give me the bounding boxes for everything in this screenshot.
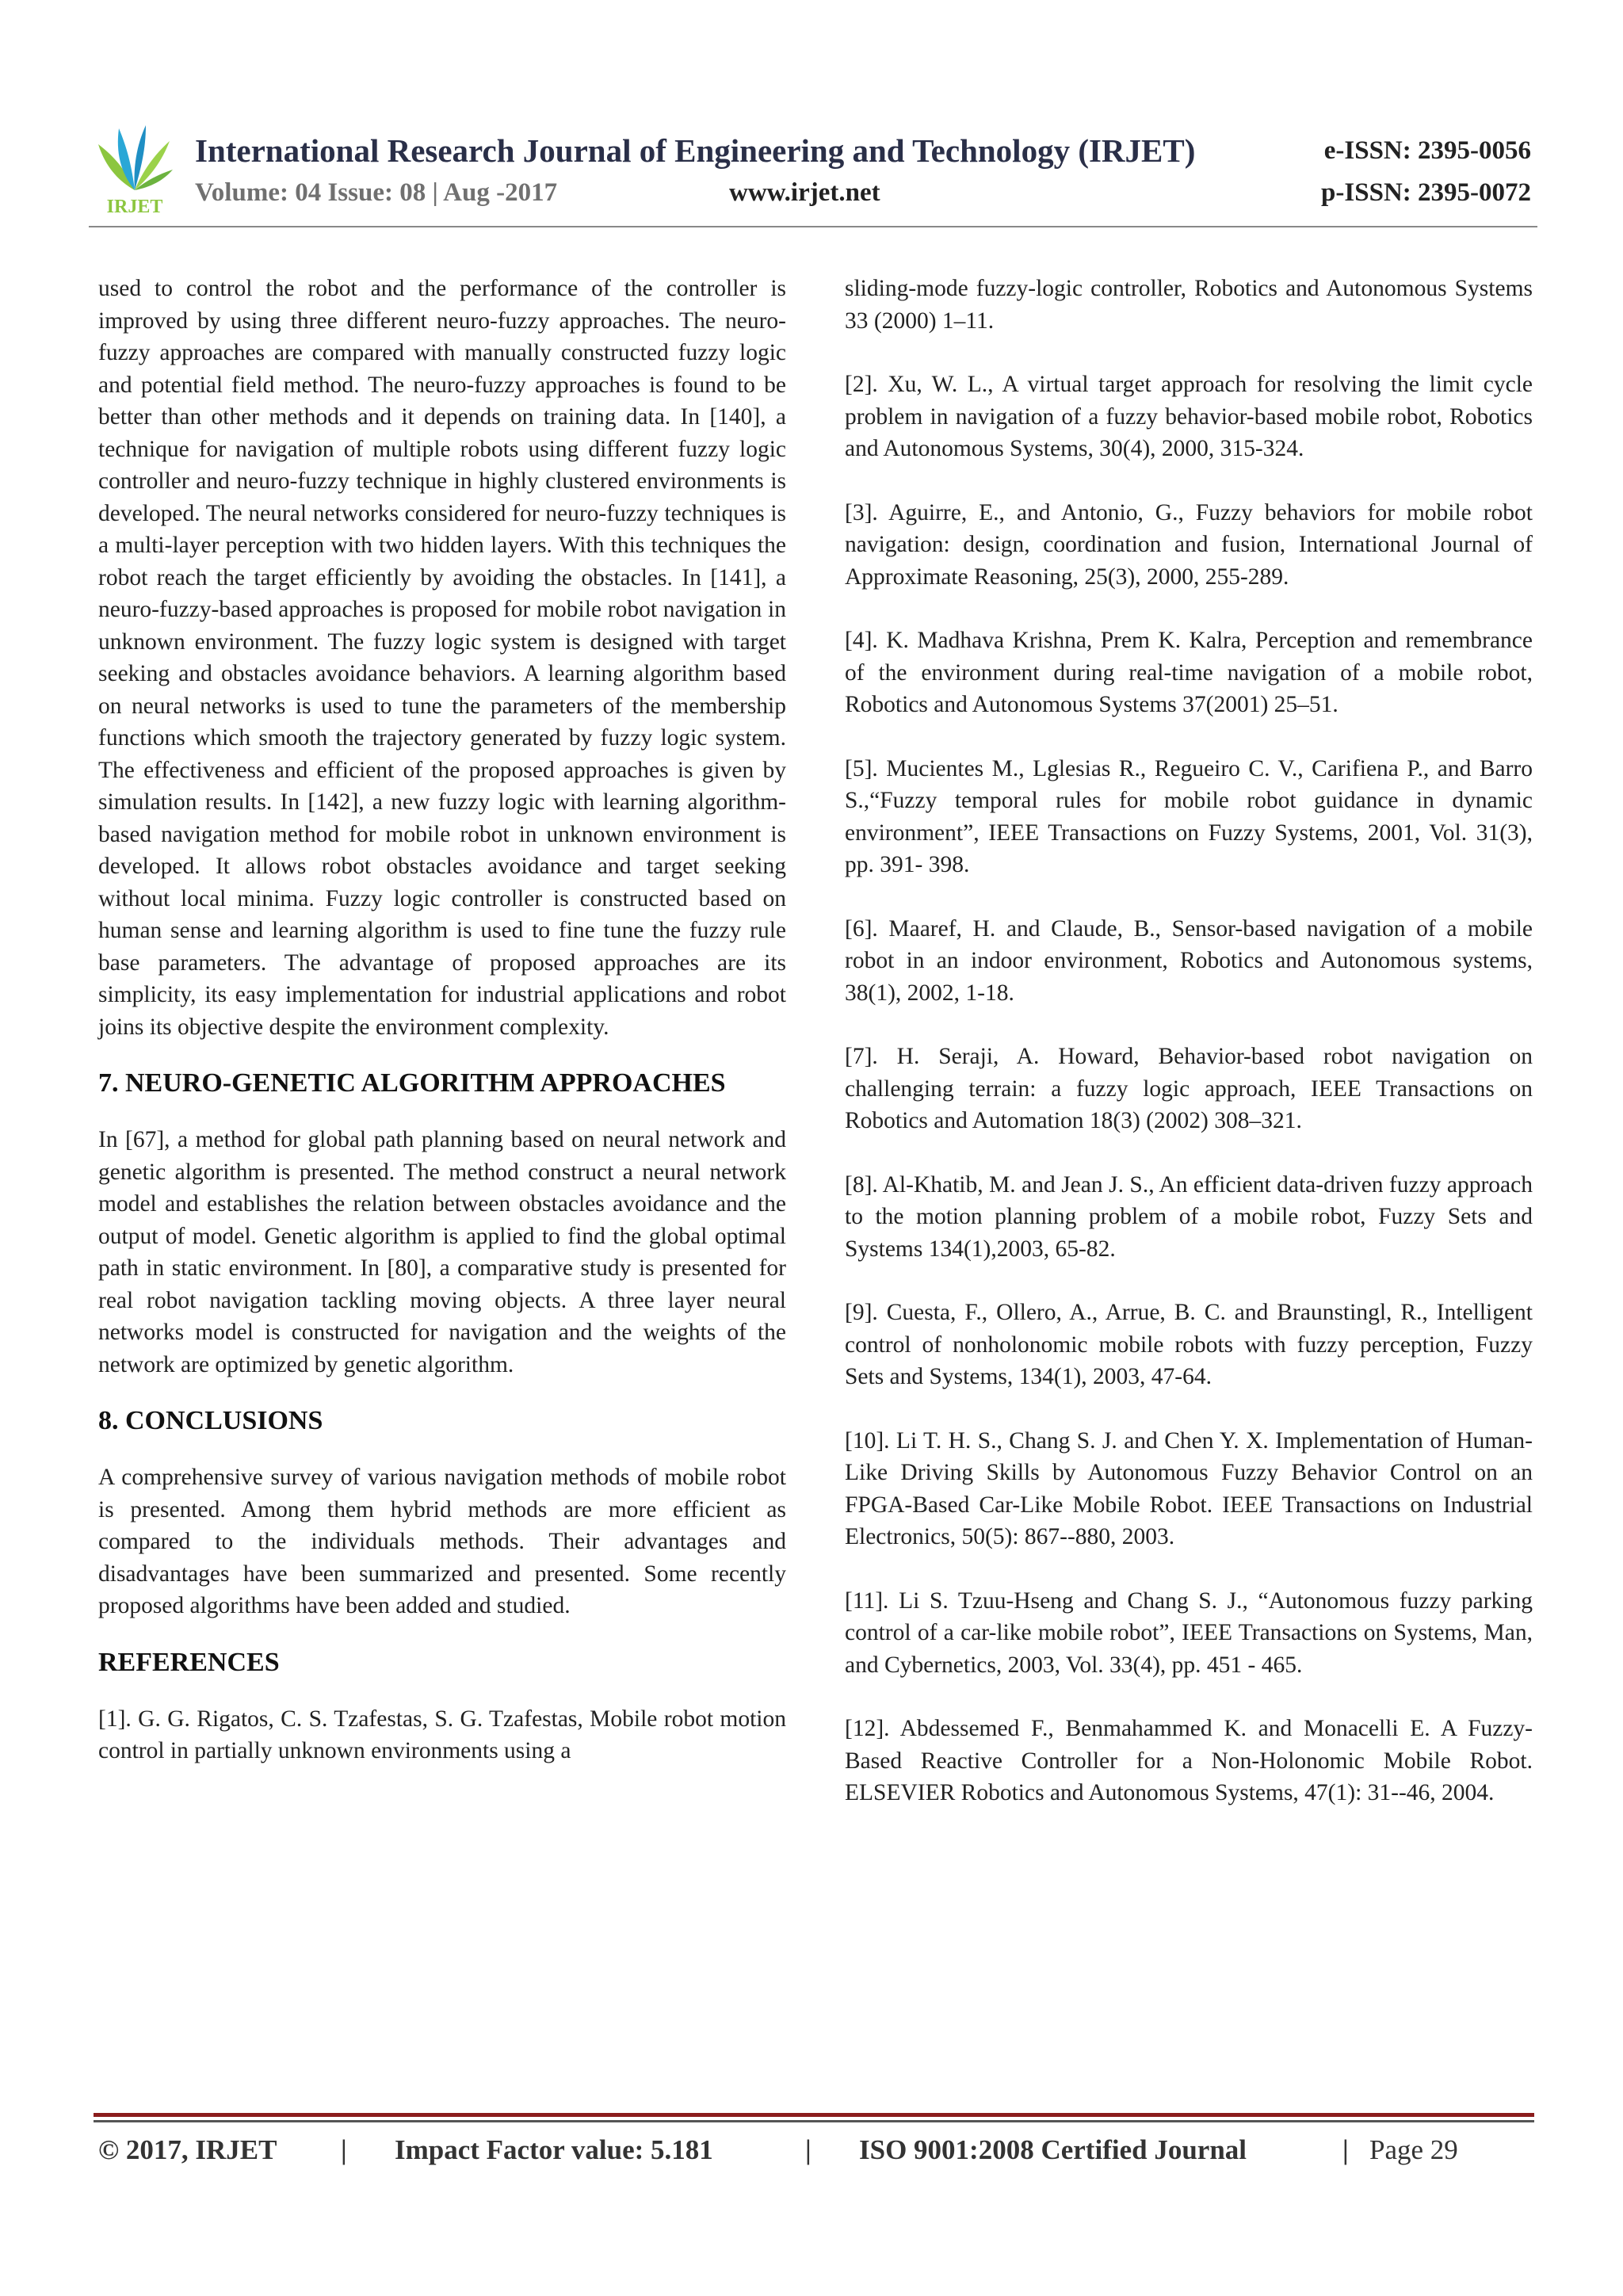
journal-title: International Research Journal of Engineering and Technology (IRJET) (195, 132, 1196, 169)
volume-issue: Volume: 04 Issue: 08 | Aug -2017 (195, 178, 558, 207)
reference-4: [4]. K. Madhava Krishna, Prem K. Kalra, Perception and remembrance of the environment during real-time navigation of a mobile robot, Robotics and Autonomous Systems 37(2001) 25–51. (845, 628, 1533, 717)
page-footer (98, 2134, 1541, 2174)
section7-heading: 7. NEURO-GENETIC ALGORITHM APPROACHES (98, 1068, 726, 1098)
p-issn: p-ISSN: 2395-0072 (1321, 178, 1531, 207)
reference-10: [10]. Li T. H. S., Chang S. J. and Chen Y. X. Implementation of Human-Like Driving Skills by Autonomous Fuzzy Behavior Control on an FPGA-Based Car-Like Mobile Robot. IEEE Transactions on Industrial Electronics, 50(5): 867--880, 2003. (845, 1427, 1533, 1549)
section8-heading: 8. CONCLUSIONS (98, 1406, 323, 1435)
footer-divider-red (94, 2113, 1534, 2117)
header-divider (89, 226, 1537, 227)
footer-copyright: © 2017, IRJET (98, 2134, 277, 2165)
reference-2: [2]. Xu, W. L., A virtual target approach for resolving the limit cycle problem in navigation of a fuzzy behavior-based mobile robot, Robotics and Autonomous Systems, 30(4), 2000, 315-324. (845, 372, 1533, 461)
footer-page-number: Page 29 (1369, 2134, 1458, 2165)
footer-divider-grey (94, 2120, 1534, 2122)
reference-1-end: sliding-mode fuzzy-logic controller, Robotics and Autonomous Systems 33 (2000) 1–11. (845, 276, 1533, 334)
intro-paragraph: used to control the robot and the performance of the controller is improved by using three different neuro-fuzzy approaches. The neuro-fuzzy approaches are compared with manually constructed fuzzy logic and potential field method. The neuro-fuzzy approaches is found to be better than other methods and it depends on training data. In [140], a technique for navigation of multiple robots using different fuzzy logic controller and neuro-fuzzy technique in highly clustered environments is developed. The neural networks considered for neuro-fuzzy techniques is a multi-layer perception with two hidden layers. With this techniques the robot reach the target efficiently by avoiding the obstacles. In [141], a neuro-fuzzy-based approaches is proposed for mobile robot navigation in unknown environment. The fuzzy logic system is designed with target seeking and obstacles avoidance behaviors. A learning algorithm based on neural networks is used to tune the parameters of the membership functions which smooth the trajectory generated by fuzzy logic system. The effectiveness and efficient of the proposed approaches is given by simulation results. In [142], a new fuzzy logic with learning algorithm-based navigation method for mobile robot in unknown environment is developed. It allows robot obstacles avoidance and target seeking without local minima. Fuzzy logic controller is constructed based on human sense and learning algorithm is used to fine tune the fuzzy rule base parameters. The advantage of proposed approaches are its simplicity, its easy implementation for industrial applications and robot joins its objective despite the environment complexity. (98, 276, 786, 1040)
reference-1-start: [1]. G. G. Rigatos, C. S. Tzafestas, S. G. Tzafestas, Mobile robot motion control in partially unknown environments using a (98, 1706, 786, 1763)
section8-paragraph: A comprehensive survey of various navigation methods of mobile robot is presented. Among them hybrid methods are more efficient as compared to the individuals methods. Their advantages and disadvantages have been summarized and presented. Some recently proposed algorithms have been added and studied. (98, 1465, 786, 1618)
reference-9: [9]. Cuesta, F., Ollero, A., Arrue, B. C. and Braunstingl, R., Intelligent control of nonholonomic mobile robots with fuzzy perception, Fuzzy Sets and Systems, 134(1), 2003, 47-64. (845, 1300, 1533, 1389)
footer-certification: ISO 9001:2008 Certified Journal (859, 2134, 1247, 2165)
right-column (845, 273, 1533, 1841)
reference-5: [5]. Mucientes M., Lglesias R., Regueiro C. V., Carifiena P., and Barro S.,“Fuzzy temporal rules for mobile robot guidance in dynamic environment”, IEEE Transactions on Fuzzy Systems, 2001, Vol. 31(3), pp. 391- 398. (845, 755, 1533, 877)
reference-3: [3]. Aguirre, E., and Antonio, G., Fuzzy behaviors for mobile robot navigation: design, coordination and fusion, International Journal of Approximate Reasoning, 25(3), 2000, 255-289. (845, 499, 1533, 590)
reference-11: [11]. Li S. Tzuu-Hseng and Chang S. J., “Autonomous fuzzy parking control of a car-like mobile robot”, IEEE Transactions on Systems, Man, and Cybernetics, 2003, Vol. 33(4), pp. 451 - 465. (845, 1587, 1533, 1678)
journal-website-link[interactable]: www.irjet.net (729, 178, 880, 207)
reference-7: [7]. H. Seraji, A. Howard, Behavior-based robot navigation on challenging terrain: a fuzzy logic approach, IEEE Transactions on Robotics and Automation 18(3) (2002) 308–321. (845, 1044, 1533, 1133)
logo-text: IRJET (106, 197, 163, 216)
footer-separator: | (805, 2134, 812, 2165)
footer-impact-factor: Impact Factor value: 5.181 (395, 2134, 713, 2165)
references-heading: REFERENCES (98, 1647, 280, 1677)
page-header (0, 0, 1623, 238)
footer-separator: | (341, 2134, 347, 2165)
irjet-logo-icon (94, 117, 176, 216)
reference-6: [6]. Maaref, H. and Claude, B., Sensor-based navigation of a mobile robot in an indoor environment, Robotics and Autonomous systems, 38(1), 2002, 1-18. (845, 915, 1533, 1006)
footer-separator: | (1342, 2134, 1349, 2165)
left-column (98, 273, 786, 1767)
e-issn: e-ISSN: 2395-0056 (1323, 136, 1531, 165)
section7-paragraph: In [67], a method for global path planning based on neural network and genetic algorithm is presented. The method construct a neural network model and establishes the relation between obstacles avoidance and the output of model. Genetic algorithm is applied to find the global optimal path in static environment. In [80], a comparative study is presented for real robot navigation tackling moving objects. A three layer neural networks model is constructed for navigation and the weights of the network are optimized by genetic algorithm. (98, 1127, 786, 1377)
reference-8: [8]. Al-Khatib, M. and Jean J. S., An efficient data-driven fuzzy approach to the motion planning problem of a mobile robot, Fuzzy Sets and Systems 134(1),2003, 65-82. (845, 1171, 1533, 1262)
reference-12: [12]. Abdessemed F., Benmahammed K. and Monacelli E. A Fuzzy-Based Reactive Controller for a Non-Holonomic Mobile Robot. ELSEVIER Robotics and Autonomous Systems, 47(1): 31--46, 2004. (845, 1716, 1533, 1805)
